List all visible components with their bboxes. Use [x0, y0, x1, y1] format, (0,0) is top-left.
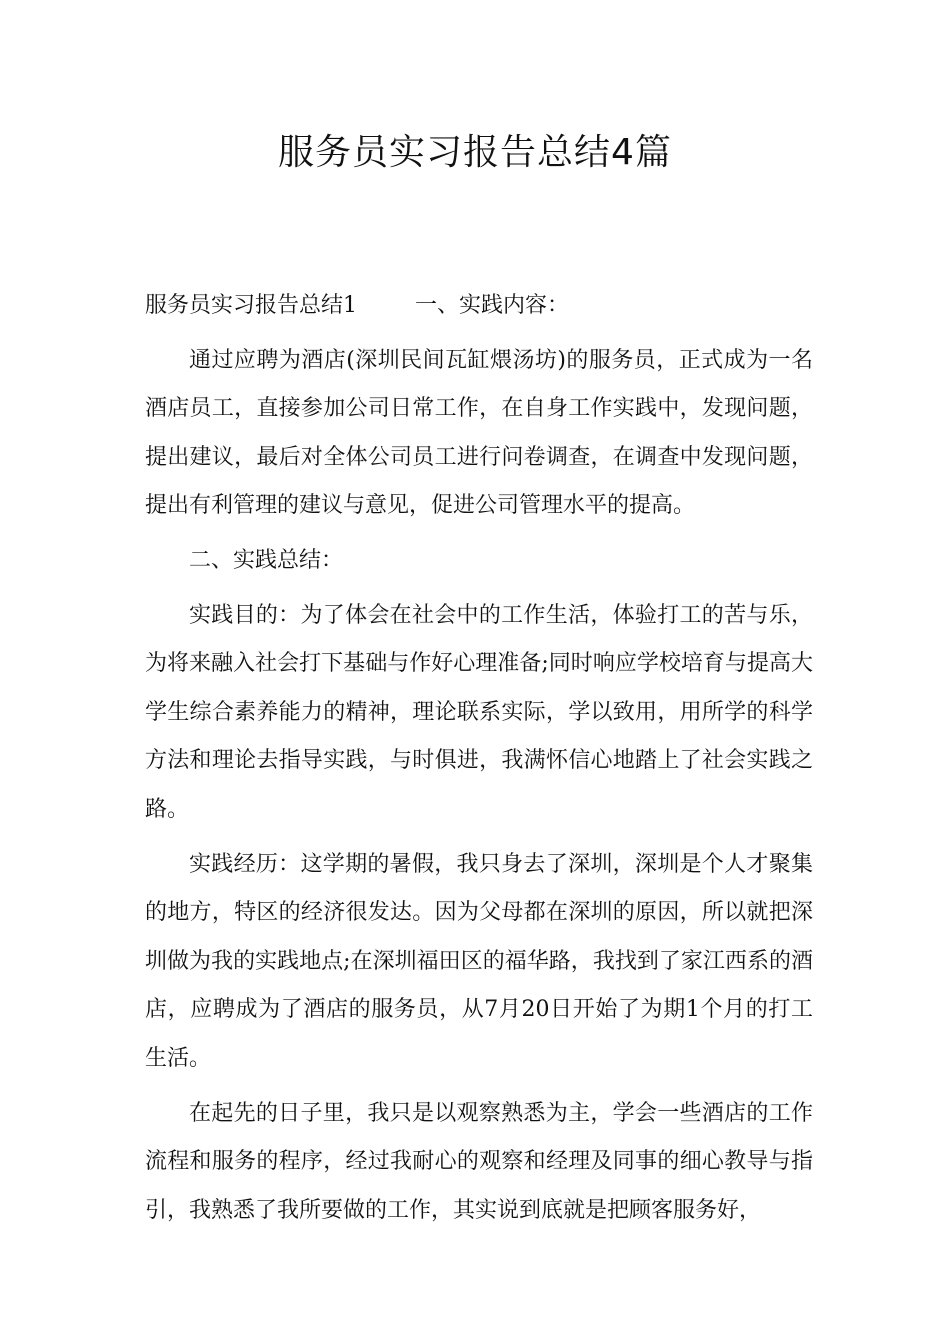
paragraph-practice-purpose: 实践目的：为了体会在社会中的工作生活，体验打工的苦与乐，为将来融入社会打下基础与作好心理准备;同时响应学校培育与提高大学生综合素养能力的精神，理论联系实际，学以致用，用所学的科学方法和理论去指导实践，与时俱进，我满怀信心地踏上了社会实践之路。: [145, 602, 813, 822]
section-heading-practice-summary: 二、实践总结：: [189, 547, 344, 573]
section-heading-practice-content: 一、实践内容：: [415, 293, 570, 318]
paragraph-practice-experience: 实践经历：这学期的暑假，我只身去了深圳，深圳是个人才聚集的地方，特区的经济很发达。因为父母都在深圳的原因，所以就把深圳做为我的实践地点;在深圳福田区的福华路，我找到了家江西系的酒店，应聘成为了酒店的服务员，从7月20日开始了为期1个月的打工生活。: [145, 851, 813, 1071]
section-label: 服务员实习报告总结1: [145, 293, 357, 318]
section-intro-line: [145, 282, 813, 331]
paragraph-practice-content: 通过应聘为酒店(深圳民间瓦缸煨汤坊)的服务员，正式成为一名酒店员工，直接参加公司日常工作，在自身工作实践中，发现问题，提出建议，最后对全体公司员工进行问卷调查，在调查中发现问题，提出有利管理的建议与意见，促进公司管理水平的提高。: [145, 347, 813, 519]
document-title: 服务员实习报告总结4篇: [278, 132, 672, 173]
paragraph-early-days: 在起先的日子里，我只是以观察熟悉为主，学会一些酒店的工作流程和服务的程序，经过我耐心的观察和经理及同事的细心教导与指引，我熟悉了我所要做的工作，其实说到底就是把顾客服务好，: [145, 1100, 813, 1223]
document-body: [145, 282, 813, 1241]
